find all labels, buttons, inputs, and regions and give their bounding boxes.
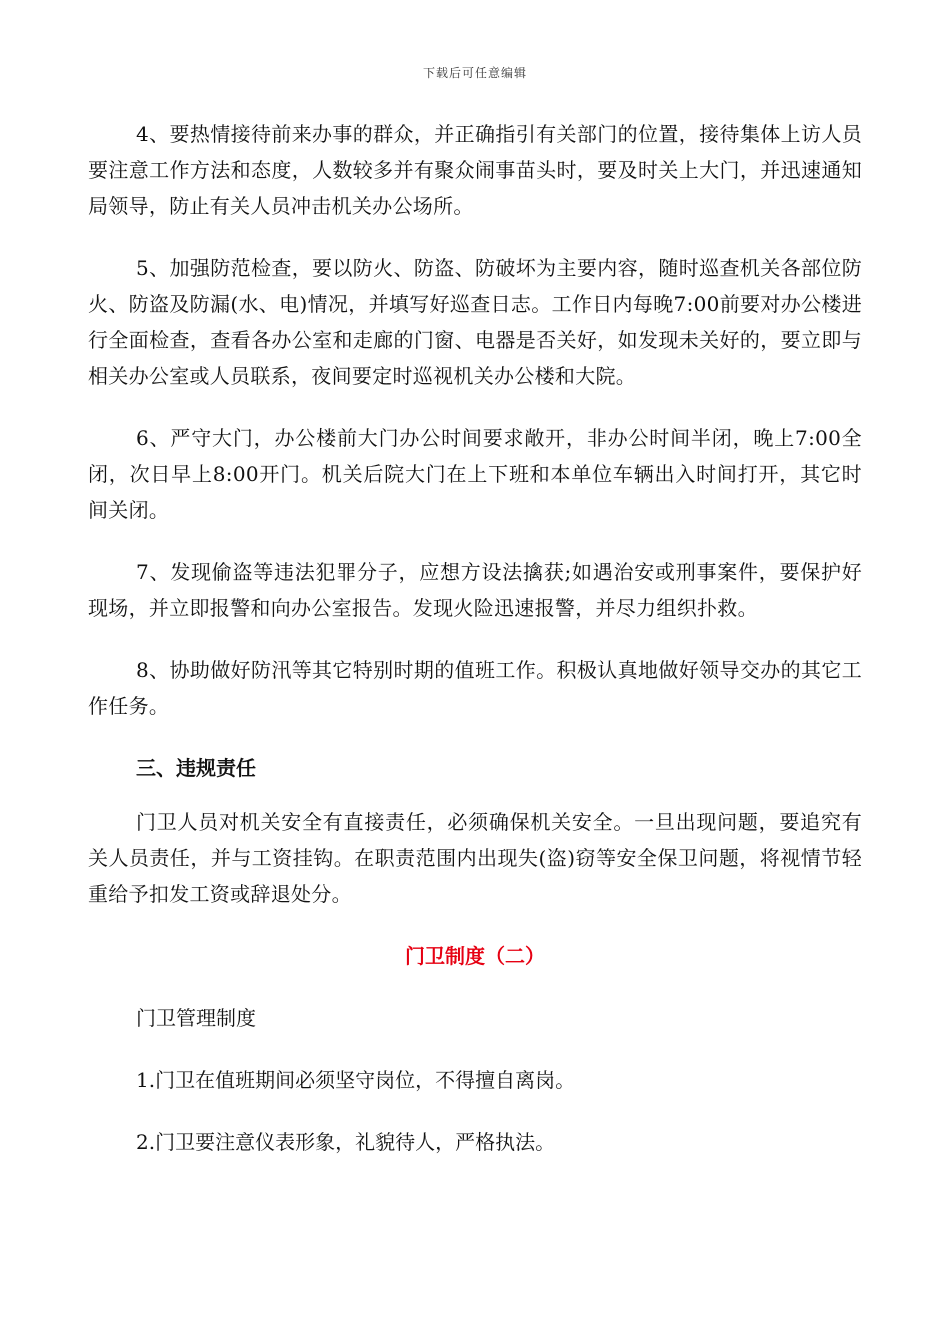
header-note: 下载后可任意编辑 [422, 66, 527, 80]
paragraph-item-5: 5、加强防范检查，要以防火、防盗、防破坏为主要内容，随时巡查机关各部位防火、防盗及防漏(水、电)情况，并填写好巡查日志。工作日内每晚7:00前要对办公楼进行全面检查，查看各办公室和走廊的门窗、电器是否关好，如发现未关好的，要立即与相关办公室或人员联系，夜间要定时巡视机关办公楼和大院。 [88, 256, 862, 388]
section-heading-liability: 三、违规责任 [136, 756, 256, 780]
paragraph-item-8: 8、协助做好防汛等其它特别时期的值班工作。积极认真地做好领导交办的其它工作任务。 [88, 658, 862, 718]
paragraph-item-6: 6、严守大门，办公楼前大门办公时间要求敞开，非办公时间半闭，晚上7:00全闭，次日早上8:00开门。机关后院大门在上下班和本单位车辆出入时间打开，其它时间关闭。 [88, 426, 862, 522]
subtitle: 门卫管理制度 [136, 1006, 256, 1030]
list-item: 2.门卫要注意仪表形象，礼貌待人，严格执法。 [136, 1130, 556, 1154]
document-body [88, 116, 862, 1186]
section-title: 门卫制度（二） [405, 944, 545, 968]
list-item: 1.门卫在值班期间必须坚守岗位，不得擅自离岗。 [136, 1068, 576, 1092]
paragraph-item-4: 4、要热情接待前来办事的群众，并正确指引有关部门的位置，接待集体上访人员要注意工作方法和态度，人数较多并有聚众闹事苗头时，要及时关上大门，并迅速通知局领导，防止有关人员冲击机关办公场所。 [88, 122, 862, 218]
paragraph-item-7: 7、发现偷盗等违法犯罪分子，应想方设法擒获;如遇治安或刑事案件，要保护好现场，并立即报警和向办公室报告。发现火险迅速报警，并尽力组织扑救。 [88, 560, 862, 620]
paragraph-liability: 门卫人员对机关安全有直接责任，必须确保机关安全。一旦出现问题，要追究有关人员责任，并与工资挂钩。在职责范围内出现失(盗)窃等安全保卫问题，将视情节轻重给予扣发工资或辞退处分。 [88, 810, 862, 906]
